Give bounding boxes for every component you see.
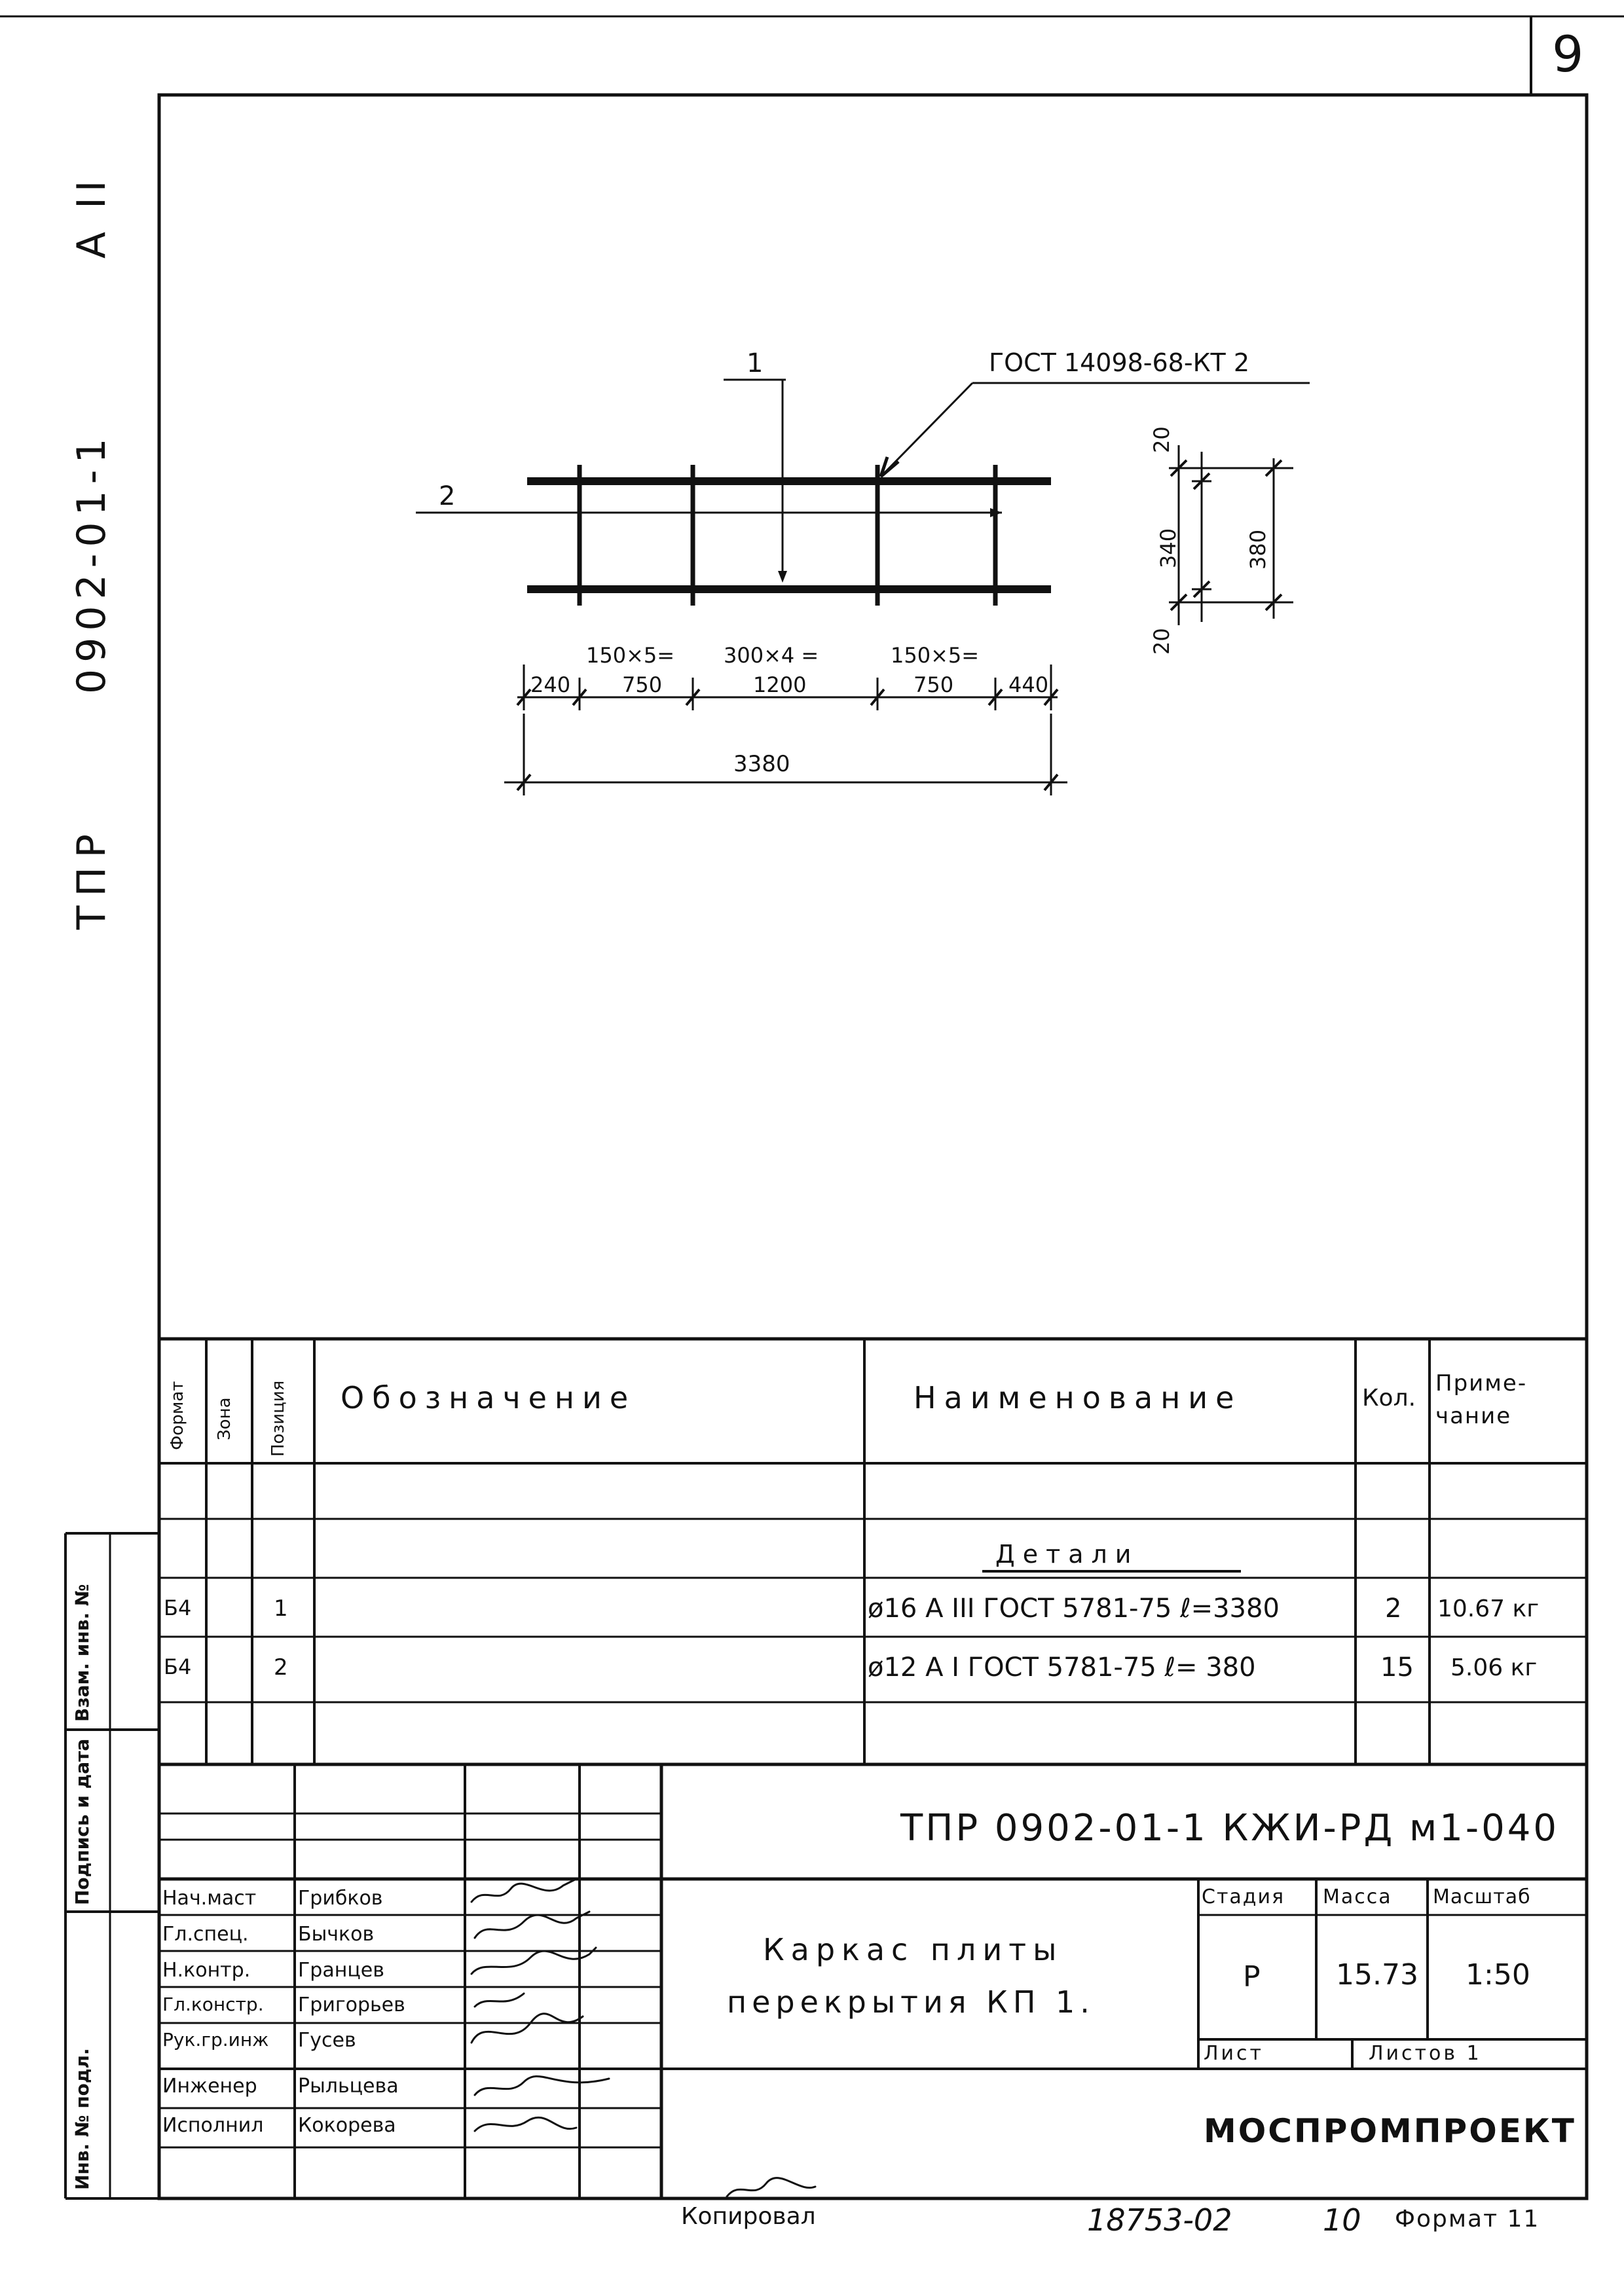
stage-value: Р <box>1243 1960 1261 1994</box>
left-strip-inv: Инв. № подл. <box>71 2048 93 2190</box>
sheets-label: Листов 1 <box>1369 2042 1482 2065</box>
scale-value: 1:50 <box>1466 1958 1530 1992</box>
gost-note: ГОСТ 14098-68-КТ 2 <box>989 348 1250 377</box>
header-note: Приме-чание <box>1435 1370 1528 1429</box>
role-1: Нач.маст <box>162 1887 257 1910</box>
side-code-grade: А II <box>69 175 115 259</box>
footer-page: 10 <box>1323 2202 1361 2238</box>
mass-value: 15.73 <box>1336 1958 1418 1992</box>
row-1-name: ø16 А III ГОСТ 5781-75 ℓ=3380 <box>868 1594 1280 1624</box>
dim-750-b: 750 <box>913 672 954 697</box>
sheet-label: Лист <box>1204 2042 1264 2065</box>
role-6-name: Рыльцева <box>298 2075 399 2098</box>
row-1-position: 1 <box>274 1595 288 1622</box>
side-code-number: 0902-01-1 <box>69 431 115 694</box>
dim-20-top: 20 <box>1149 426 1174 453</box>
role-5-name: Гусев <box>298 2029 356 2052</box>
role-7: Исполнил <box>162 2114 264 2137</box>
object-name-line1: Каркас плиты <box>763 1932 1063 1967</box>
header-format: Формат <box>168 1381 187 1450</box>
row-1-format: Б4 <box>164 1595 192 1620</box>
row-1-note: 10.67 кг <box>1437 1595 1540 1622</box>
position-1-label: 1 <box>747 348 764 378</box>
left-strip-podpis: Подпись и дата <box>71 1738 93 1905</box>
dim-150x5-a: 150×5= <box>586 643 675 668</box>
row-1-qty: 2 <box>1385 1594 1402 1624</box>
footer-format: Формат 11 <box>1395 2206 1540 2232</box>
dim-380: 380 <box>1246 529 1270 570</box>
mass-label: Масса <box>1323 1886 1392 1908</box>
stage-label: Стадия <box>1202 1886 1285 1908</box>
dim-240: 240 <box>530 672 571 697</box>
row-2-position: 2 <box>274 1654 288 1681</box>
dim-total: 3380 <box>733 751 790 777</box>
row-2-qty: 15 <box>1380 1652 1414 1683</box>
dim-150x5-b: 150×5= <box>891 643 980 668</box>
header-designation: Обозначение <box>341 1380 637 1415</box>
row-2-format: Б4 <box>164 1654 192 1679</box>
footer-doc-number: 18753-02 <box>1087 2202 1232 2238</box>
role-2-name: Бычков <box>298 1923 375 1946</box>
role-6: Инженер <box>162 2075 257 2098</box>
side-code-prefix: ТПР <box>69 825 115 930</box>
organization-name: МОСПРОМПРОЕКТ <box>1204 2112 1576 2150</box>
scale-label: Масштаб <box>1433 1886 1531 1908</box>
dim-340: 340 <box>1156 528 1181 568</box>
document-code: ТПР 0902-01-1 КЖИ-РД м1-040 <box>900 1807 1559 1850</box>
header-position: Позиция <box>268 1380 288 1457</box>
sheet-number: 9 <box>1552 25 1584 83</box>
section-title-details: Детали <box>995 1540 1139 1569</box>
dim-20-bottom: 20 <box>1149 628 1174 655</box>
role-2: Гл.спец. <box>162 1923 249 1946</box>
row-2-note: 5.06 кг <box>1450 1654 1538 1681</box>
header-name: Наименование <box>913 1380 1242 1415</box>
left-strip-vzam: Взам. инв. № <box>71 1584 93 1722</box>
row-2-name: ø12 А I ГОСТ 5781-75 ℓ= 380 <box>868 1652 1256 1683</box>
role-3: Н.контр. <box>162 1959 251 1982</box>
dim-300x4: 300×4 = <box>724 643 819 668</box>
header-qty: Кол. <box>1362 1385 1416 1412</box>
dim-750-a: 750 <box>622 672 663 697</box>
role-1-name: Грибков <box>298 1887 383 1910</box>
object-name-line2: перекрытия КП 1. <box>727 1984 1095 2020</box>
position-2-label: 2 <box>439 481 456 511</box>
header-zone: Зона <box>215 1397 234 1440</box>
role-7-name: Кокорева <box>298 2114 396 2137</box>
role-3-name: Гранцев <box>298 1959 384 1982</box>
role-4: Гл.констр. <box>162 1994 264 2015</box>
dim-440: 440 <box>1008 672 1049 697</box>
role-5: Рук.гр.инж <box>162 2029 269 2050</box>
role-4-name: Григорьев <box>298 1994 405 2016</box>
footer-copied: Копировал <box>681 2203 816 2230</box>
dim-1200: 1200 <box>753 672 807 697</box>
